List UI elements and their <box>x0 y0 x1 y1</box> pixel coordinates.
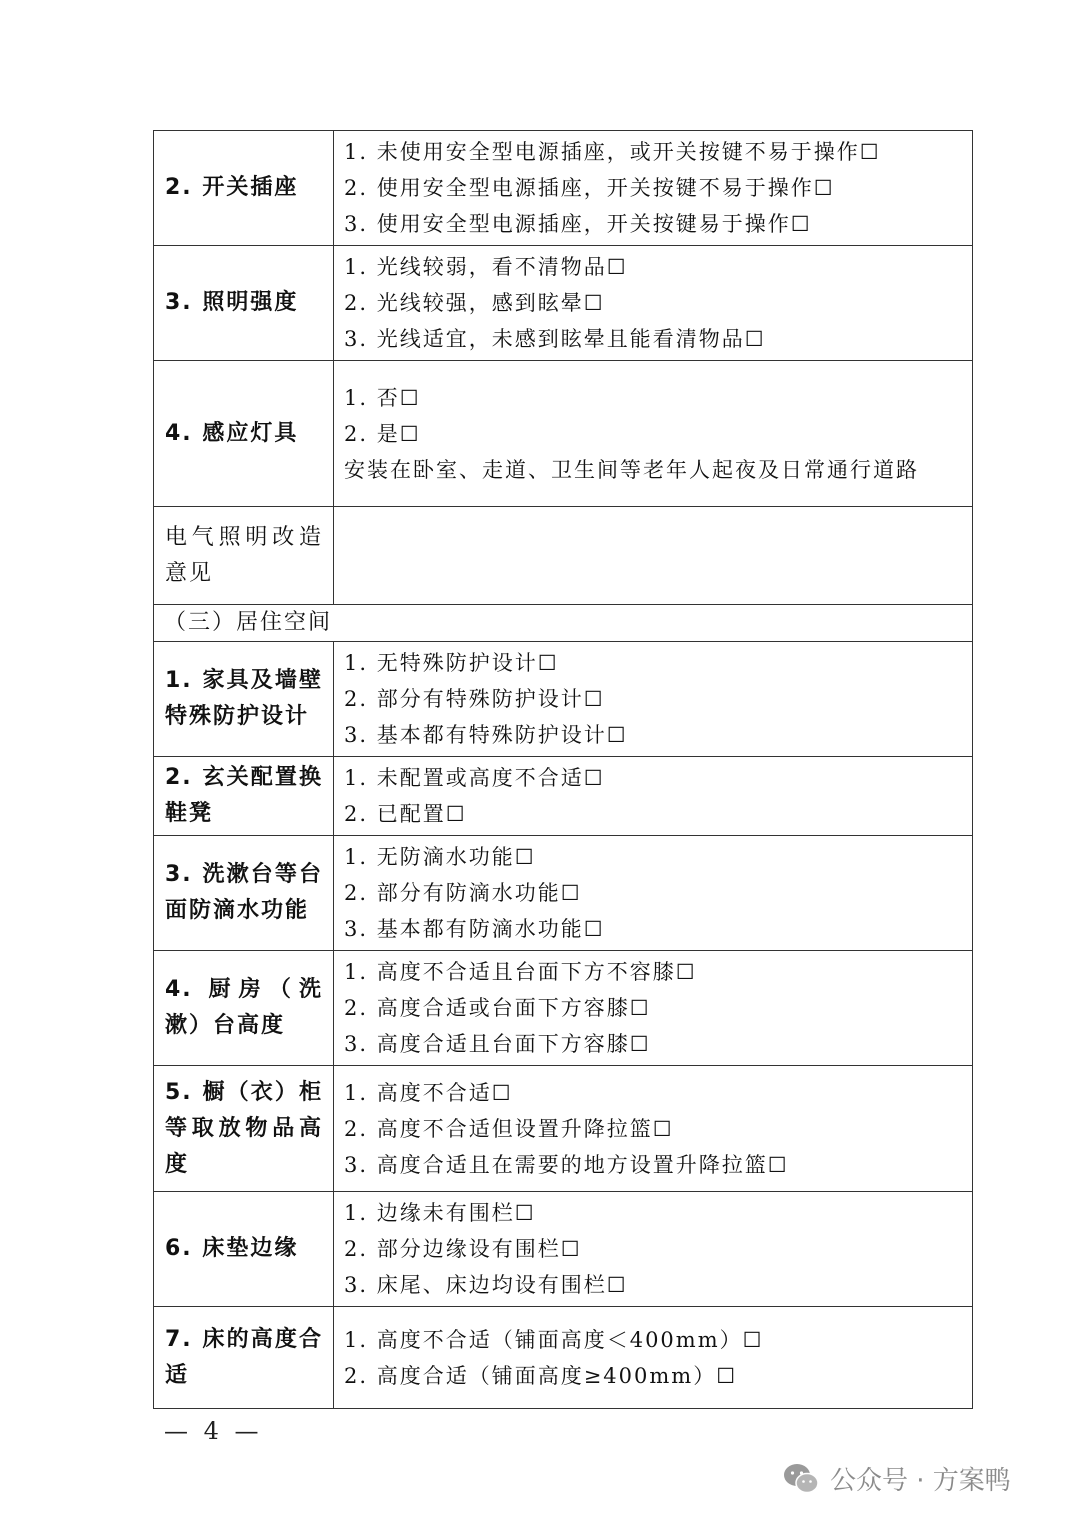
wechat-icon <box>782 1462 820 1496</box>
option-text: 1. 无特殊防护设计☐ <box>344 651 559 675</box>
table-row <box>154 361 973 507</box>
table-row <box>154 642 973 757</box>
item-label: 5. 橱（衣）柜等取放物品高度 <box>154 1066 334 1192</box>
options-cell <box>334 836 973 951</box>
watermark <box>782 1460 1011 1497</box>
item-label: 3. 照明强度 <box>154 246 334 361</box>
table-row <box>154 951 973 1066</box>
option-text: 2. 使用安全型电源插座，开关按键不易于操作☐ <box>344 176 835 200</box>
option-text: 1. 否☐ <box>344 385 421 410</box>
option-text: 1. 高度不合适且台面下方不容膝☐ <box>344 960 697 984</box>
options-cell <box>334 361 973 507</box>
table-row <box>154 131 973 246</box>
option-text: 1. 无防滴水功能☐ <box>344 845 536 869</box>
options-cell <box>334 246 973 361</box>
options-cell <box>334 1307 973 1409</box>
table-row <box>154 757 973 836</box>
table-row <box>154 1066 973 1192</box>
option-text: 2. 是☐ <box>344 421 421 446</box>
option-text: 2. 部分有特殊防护设计☐ <box>344 687 605 711</box>
item-label: 4. 感应灯具 <box>154 361 334 507</box>
option-text: 1. 未配置或高度不合适☐ <box>344 766 605 790</box>
options-cell <box>334 642 973 757</box>
assessment-table <box>153 130 973 1409</box>
options-cell <box>334 1192 973 1307</box>
item-label: 2. 玄关配置换鞋凳 <box>154 757 334 836</box>
watermark-text: 公众号 · 方案鸭 <box>830 1466 1011 1496</box>
options-cell <box>334 131 973 246</box>
item-label: 3. 洗漱台等台面防滴水功能 <box>154 836 334 951</box>
item-label: 6. 床垫边缘 <box>154 1192 334 1307</box>
remarks-field[interactable] <box>334 507 973 605</box>
option-text: 1. 边缘未有围栏☐ <box>344 1201 536 1225</box>
page-number: — 4 — <box>164 1417 263 1445</box>
table-row <box>154 1192 973 1307</box>
option-text: 2. 部分边缘设有围栏☐ <box>344 1237 582 1261</box>
section-row <box>154 605 973 642</box>
section-heading: （三）居住空间 <box>154 605 973 642</box>
item-label: 1. 家具及墙壁特殊防护设计 <box>154 642 334 757</box>
options-cell <box>334 1066 973 1192</box>
options-cell <box>334 951 973 1066</box>
option-text: 1. 光线较弱，看不清物品☐ <box>344 255 628 279</box>
item-label: 4. 厨房（洗漱）台高度 <box>154 951 334 1066</box>
option-note: 安装在卧室、走道、卫生间等老年人起夜及日常通行道路 <box>344 457 919 482</box>
options-cell <box>334 757 973 836</box>
option-text: 2. 高度不合适但设置升降拉篮☐ <box>344 1116 674 1141</box>
option-text: 3. 高度合适且在需要的地方设置升降拉篮☐ <box>344 1152 789 1177</box>
table-row <box>154 1307 973 1409</box>
remarks-label: 电气照明改造意见 <box>154 507 334 605</box>
option-text: 3. 床尾、床边均设有围栏☐ <box>344 1273 628 1297</box>
option-text: 2. 部分有防滴水功能☐ <box>344 881 582 905</box>
option-text: 1. 高度不合适☐ <box>344 1080 513 1105</box>
option-text: 3. 基本都有特殊防护设计☐ <box>344 723 628 747</box>
option-text: 3. 光线适宜，未感到眩晕且能看清物品☐ <box>344 327 766 351</box>
option-text: 2. 光线较强，感到眩晕☐ <box>344 291 605 315</box>
option-text: 1. 高度不合适（铺面高度＜400mm）☐ <box>344 1327 764 1352</box>
option-text: 2. 已配置☐ <box>344 802 467 826</box>
option-text: 3. 使用安全型电源插座，开关按键易于操作☐ <box>344 212 812 236</box>
option-text: 1. 未使用安全型电源插座，或开关按键不易于操作☐ <box>344 140 881 164</box>
option-text: 3. 基本都有防滴水功能☐ <box>344 917 605 941</box>
option-text: 2. 高度合适或台面下方容膝☐ <box>344 996 651 1020</box>
table-row <box>154 836 973 951</box>
item-label: 2. 开关插座 <box>154 131 334 246</box>
item-label: 7. 床的高度合适 <box>154 1307 334 1409</box>
option-text: 3. 高度合适且台面下方容膝☐ <box>344 1032 651 1056</box>
table-row <box>154 507 973 605</box>
table-row <box>154 246 973 361</box>
option-text: 2. 高度合适（铺面高度≥400mm）☐ <box>344 1363 738 1388</box>
